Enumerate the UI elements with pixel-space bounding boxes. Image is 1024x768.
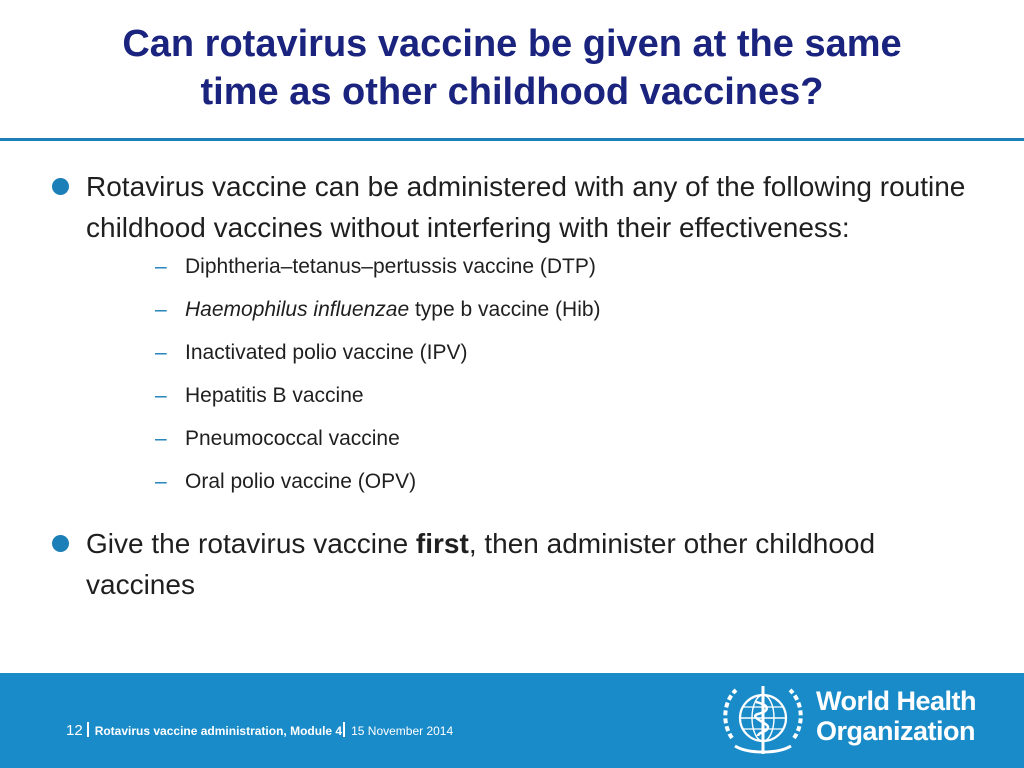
footer-info: [66, 722, 453, 739]
slide-title: [0, 20, 1024, 116]
footer-date: 15 November 2014: [351, 724, 454, 738]
who-name-line-2: Organization: [816, 716, 976, 746]
sublist-item: [155, 340, 972, 366]
dash-icon: –: [155, 427, 167, 450]
bullet-text: Rotavirus vaccine can be administered with any of the following routine childhood vaccines without interfering with their effectiveness:: [86, 171, 966, 243]
sublist-item: [155, 426, 972, 452]
sublist-item-text: Hepatitis B vaccine: [185, 384, 364, 407]
bullet-text-pre: Give the rotavirus vaccine: [86, 528, 416, 559]
title-divider: [0, 138, 1024, 141]
dash-icon: –: [155, 470, 167, 493]
dash-icon: –: [155, 255, 167, 278]
footer-separator: [343, 722, 345, 737]
sublist-item-text: Inactivated polio vaccine (IPV): [185, 341, 468, 364]
sublist-item-text: type b vaccine (Hib): [409, 298, 601, 321]
bullet-item-1: [52, 166, 972, 248]
sublist-item-text: Diphtheria–tetanus–pertussis vaccine (DTP): [185, 255, 596, 278]
bullet-dot-icon: [52, 178, 69, 195]
sublist-item-text: Oral polio vaccine (OPV): [185, 470, 417, 493]
dash-icon: –: [155, 341, 167, 364]
sublist-item-italic: Haemophilus influenzae: [185, 298, 410, 321]
dash-icon: –: [155, 298, 167, 321]
bullet-item-2: [52, 523, 972, 605]
page-number: 12: [66, 722, 83, 739]
module-name: Rotavirus vaccine administration, Module 4: [94, 724, 343, 738]
who-emblem-icon: [720, 680, 806, 758]
footer-separator: [87, 722, 89, 737]
sublist-item: [155, 297, 972, 323]
slide-title-line-1: Can rotavirus vaccine be given at the same: [122, 23, 902, 65]
slide-title-line-2: time as other childhood vaccines?: [200, 71, 824, 113]
bullet-dot-icon: [52, 535, 69, 552]
dash-icon: –: [155, 384, 167, 407]
sublist-item: [155, 469, 972, 495]
who-name-line-1: World Health: [816, 686, 977, 716]
bullet-text-post: , then administer other childhood vaccines: [86, 528, 876, 600]
vaccine-sublist: [52, 254, 972, 495]
who-wordmark: [816, 686, 976, 746]
bullet-text-bold: first: [415, 528, 469, 559]
slide-body: [52, 166, 972, 605]
sublist-item: [155, 254, 972, 280]
sublist-item-text: Pneumococcal vaccine: [185, 427, 400, 450]
sublist-item: [155, 383, 972, 409]
